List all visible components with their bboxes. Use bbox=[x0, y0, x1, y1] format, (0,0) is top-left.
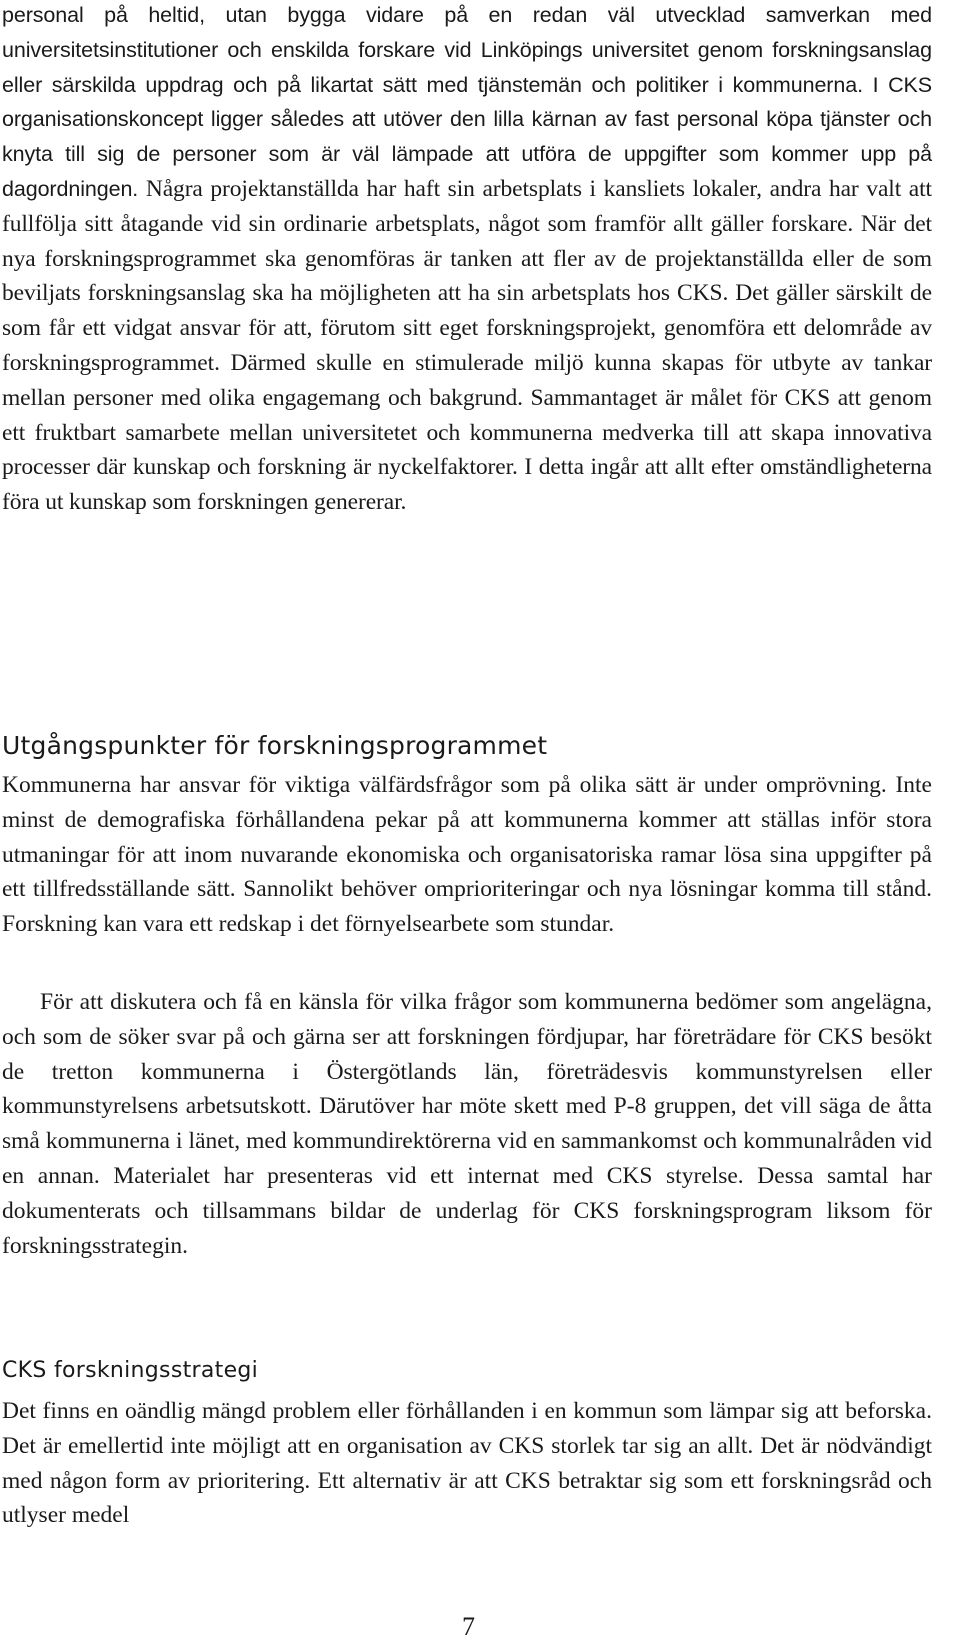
intro-paragraph-serif-part: Några projektanställda har haft sin arbetsplats i kansliets lokaler, andra har valt att fullfölja sitt åtagande vid sin ordinarie arbetsplats, något som framför allt gäller forskare. När det nya forskningsprogrammet ska genomföras är tanken att fler av de projektanställda eller de som beviljats forskningsanslag ska ha möjligheten att ha sin arbetsplats hos CKS. Det gäller särskilt de som får ett vidgat ansvar för att, förutom sitt eget forskningsprojekt, genomföra ett delområde av forskningsprogrammet. Därmed skulle en stimulerade miljö kunna skapas för utbyte av tankar mellan personer med olika engagemang och bakgrund. Sammantaget är målet för CKS att genom ett fruktbart samarbete mellan universitetet och kommunerna medverka till att skapa innovativa processer där kunskap och forskning är nyckelfaktorer. I detta ingår att allt efter omständligheterna föra ut kunskap som forskningen genererar. bbox=[2, 175, 932, 516]
page-number: 7 bbox=[462, 1612, 475, 1641]
section1-paragraph-1: Kommunerna har ansvar för viktiga välfärdsfrågor som på olika sätt är under omprövning. Inte minst de demografiska förhållandena pekar på att kommunerna kommer att ställas inför stora utmaningar för att inom nuvarande ekonomiska och organisatoriska ramar lösa sina uppgifter på ett tillfredsställande sätt. Sannolikt behöver omprioriteringar och nya lösningar komma till stånd. Forskning kan vara ett redskap i det förnyelsearbete som stundar. bbox=[2, 772, 932, 938]
section1-paragraph-2: För att diskutera och få en känsla för vilka frågor som kommunerna bedömer som angelägna, och som de söker svar på och gärna ser att forskningen fördjupar, har företrädare för CKS besökt de tretton kommunerna i Östergötlands län, företrädesvis kommunstyrelsen eller kommunstyrelsens arbetsutskott. Därutöver har möte skett med P-8 gruppen, det vill säga de åtta små kommunerna i länet, med kommundirektörerna vid en sammankomst och kommunalråden vid en annan. Materialet har presenteras vid ett internat med CKS styrelse. Dessa samtal har dokumenterats och tillsammans bildar de underlag för CKS forskningsprogram liksom för forskningsstrategin. bbox=[2, 989, 932, 1259]
section-heading-forskningsstrategi: CKS forskningsstrategi bbox=[2, 1358, 259, 1383]
intro-paragraph-sans-part: personal på heltid, utan bygga vidare på en redan väl utvecklad samverkan med universitetsinstitutioner och enskilda forskare vid Linköpings universitet genom forskningsanslag eller särskilda uppdrag och på likartat sätt med tjänstemän och politiker i kommunerna. I CKS organisationskoncept ligger således att utöver den lilla kärnan av fast personal köpa tjänster och knyta till sig de personer som är väl lämpade att utföra de uppgifter som kommer upp på dagordningen. bbox=[2, 3, 932, 201]
intro-paragraph bbox=[2, 0, 932, 520]
section2-paragraph-1: Det finns en oändlig mängd problem eller förhållanden i en kommun som lämpar sig att beforska. Det är emellertid inte möjligt att en organisation av CKS storlek tar sig an allt. Det är nödvändigt med någon form av prioritering. Ett alternativ är att CKS betraktar sig som ett forskningsråd och utlyser medel bbox=[2, 1398, 932, 1529]
section-heading-utgangspunkter: Utgångspunkter för forskningsprogrammet bbox=[2, 731, 548, 760]
